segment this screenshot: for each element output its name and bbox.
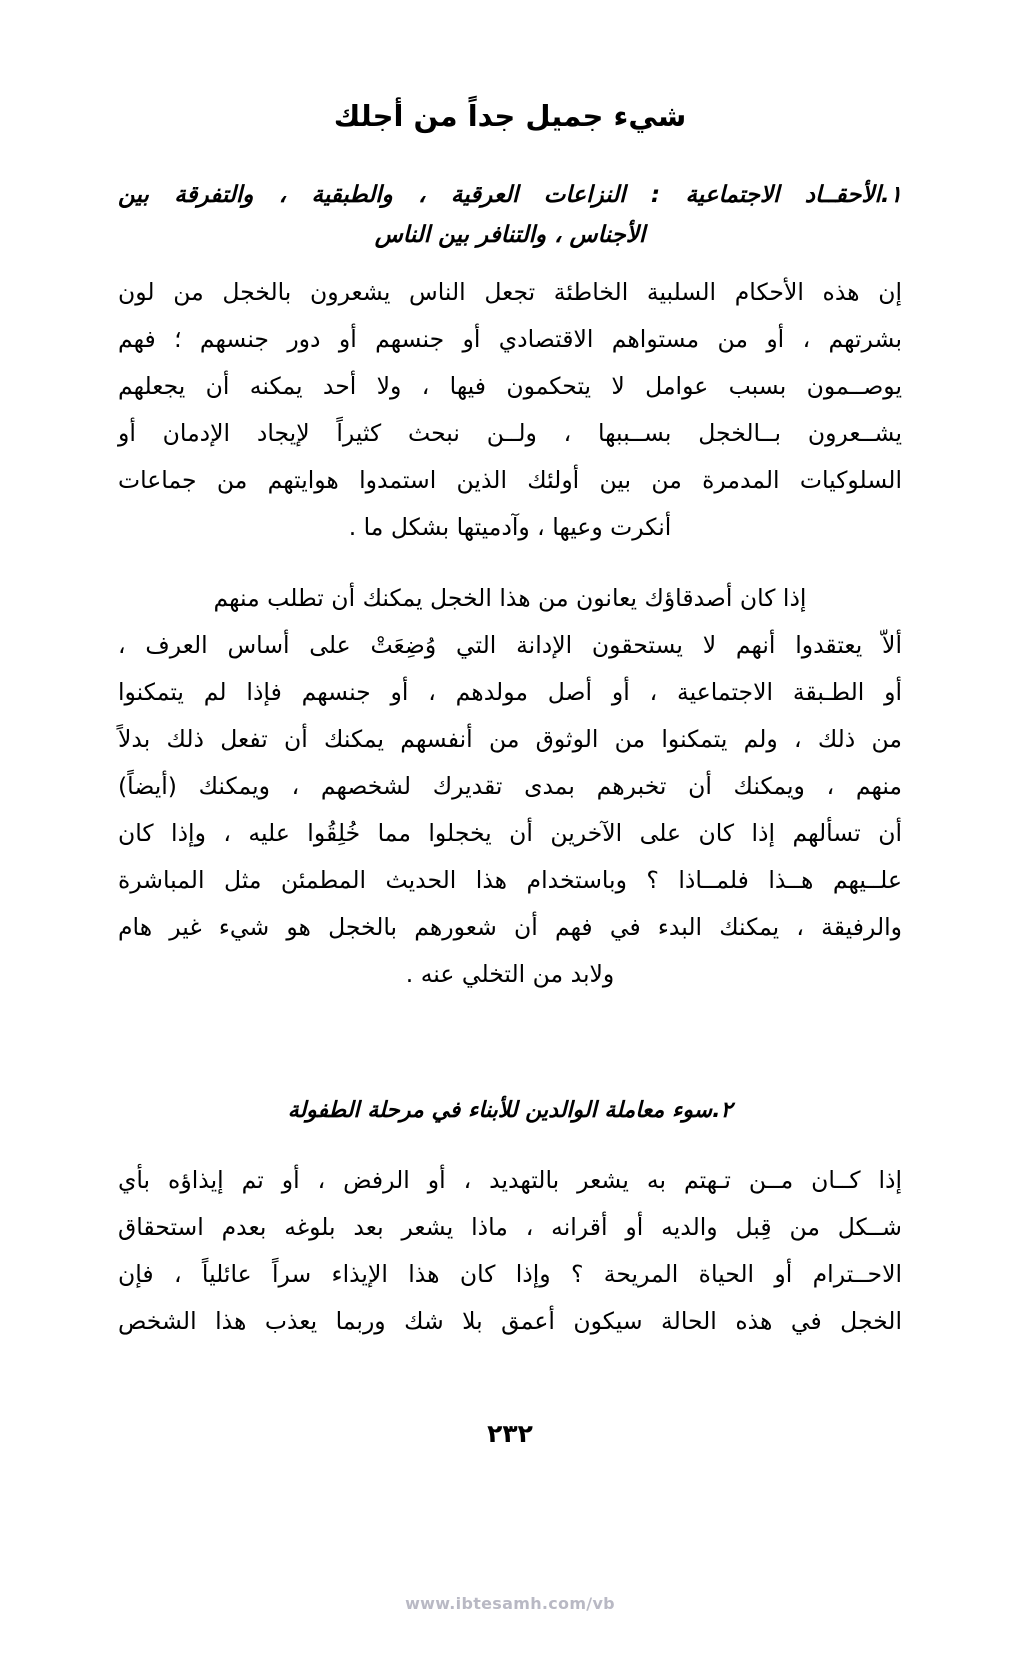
paragraph-1-2-line-2: ألاّ يعتقدوا أنهم لا يستحقون الإدانة التي وُضِعَتْ على أساس العرف ، — [118, 631, 902, 660]
site-watermark: www.ibtesamh.com/vb — [405, 1594, 615, 1613]
section-heading-2 — [118, 1092, 902, 1131]
paragraph-1-2-line-8: والرفيقة ، يمكنك البدء في فهم أن شعورهم بالخجل هو شيء غير هام — [118, 913, 902, 942]
paragraph-1-1-line-6: أنكرت وعيها ، وآدميتها بشكل ما . — [348, 513, 672, 542]
paragraph-gap — [118, 559, 902, 575]
paragraph-1-2-line-1: إذا كان أصدقاؤك يعانون من هذا الخجل يمكنك أن تطلب منهم — [213, 584, 807, 613]
page-title: شيء جميل جداً من أجلك — [333, 99, 687, 133]
paragraph-1-2 — [118, 575, 902, 998]
section-heading-1-line-2: الأجناس ، والتنافر بين الناس — [374, 221, 646, 248]
paragraph-1-1-line-2: بشرتهم ، أو من مستواهم الاقتصادي أو جنسهم أو دور جنسهم ؛ فهم — [118, 325, 902, 354]
paragraph-2-1-line-4: الخجل في هذه الحالة سيكون أعمق بلا شك وربما يعذب هذا الشخص — [118, 1306, 902, 1335]
paragraph-1-2-line-5: منهم ، ويمكنك أن تخبرهم بمدى تقديرك لشخصهم ، ويمكنك (أيضاً) — [118, 772, 902, 801]
page-content — [118, 96, 902, 1353]
section-gap — [118, 1006, 902, 1040]
paragraph-2-1-line-1: إذا كــان مــن تـهتم به يشعر بالتهديد ، أو الرفض ، أو تم إيذاؤه بأي — [118, 1165, 902, 1194]
paragraph-1-1-line-1: إن هذه الأحكام السلبية الخاطئة تجعل الناس يشعرون بالخجل من لون — [118, 278, 902, 307]
paragraph-1-1-line-4: يشــعرون بــالخجل بســببها ، ولــن نبحث كثيراً لإيجاد الإدمان أو — [118, 419, 902, 448]
paragraph-1-1-line-5: السلوكيات المدمرة من بين أولئك الذين استمدوا هوايتهم من جماعات — [118, 466, 902, 495]
paragraph-2-1 — [118, 1157, 902, 1345]
paragraph-1-2-line-7: علــيهم هــذا فلمــاذا ؟ وباستخدام هذا الحديث المطمئن مثل المباشرة — [118, 866, 902, 895]
paragraph-1-2-line-3: أو الطـبقة الاجتماعية ، أو أصل مولدهم ، أو جنسهم فإذا لم يتمكنوا — [118, 678, 902, 707]
paragraph-2-1-line-3: الاحــترام أو الحياة المريحة ؟ وإذا كان هذا الإيذاء سراً عائلياً ، فإن — [118, 1259, 902, 1288]
paragraph-1-2-line-6: أن تسألهم إذا كان على الآخرين أن يخجلوا مما خُلِقُوا عليه ، وإذا كان — [118, 819, 902, 848]
paragraph-1-2-line-4: من ذلك ، ولم يتمكنوا من الوثوق من أنفسهم يمكنك أن تفعل ذلك بدلاً — [118, 725, 902, 754]
section-heading-1 — [118, 175, 902, 256]
paragraph-1-2-line-9: ولابد من التخلي عنه . — [405, 960, 615, 989]
section-heading-2-line-1: ٢.سوء معاملة الوالدين للأبناء في مرحلة الطفولة — [287, 1098, 733, 1124]
paragraph-1-1-line-3: يوصــمون بسبب عوامل لا يتحكمون فيها ، ولا أحد يمكنه أن يجعلهم — [118, 372, 902, 401]
paragraph-2-1-line-2: شــكل من قِبل والديه أو أقرانه ، ماذا يشعر بعد بلوغه بعدم استحقاق — [118, 1212, 902, 1241]
page-number: ٢٣٢ — [487, 1419, 533, 1448]
section-heading-1-line-1: ١.الأحقــاد الاجتماعية : النزاعات العرقية ، والطبقية ، والتفرقة بين — [118, 181, 902, 208]
paragraph-1-1 — [118, 269, 902, 551]
